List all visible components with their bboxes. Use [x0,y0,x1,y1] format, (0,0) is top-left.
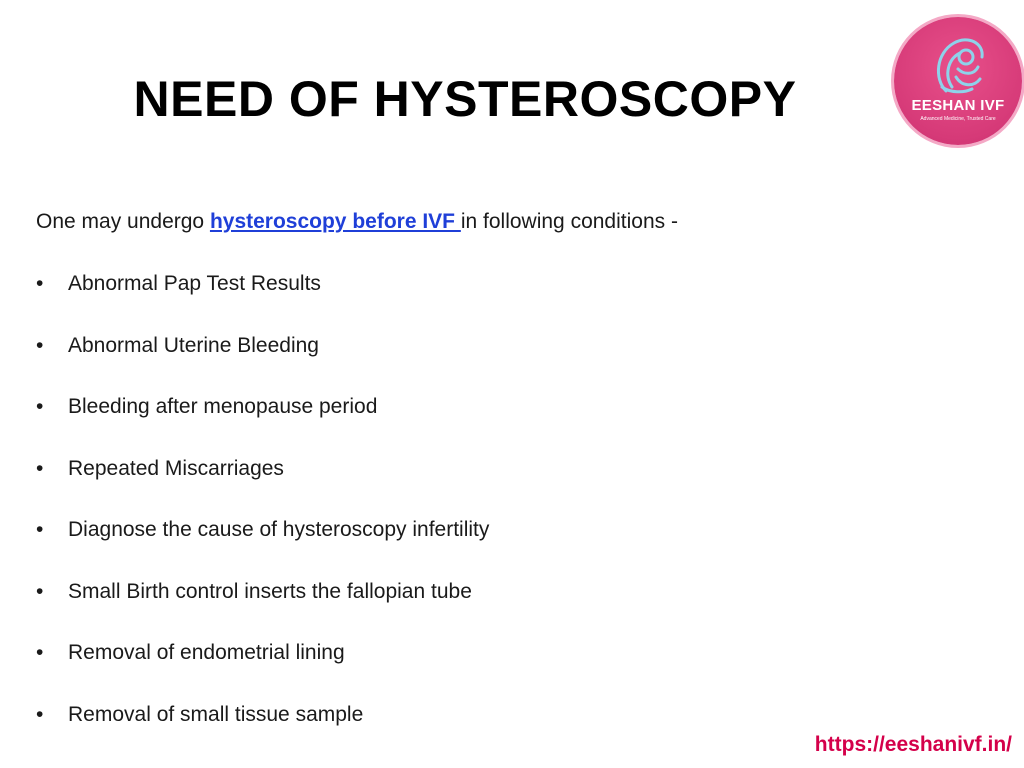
list-item-text: Removal of endometrial lining [68,641,345,664]
intro-text-before: One may undergo [36,210,210,233]
list-item-text: Abnormal Pap Test Results [68,272,321,295]
eeshan-ivf-logo [894,17,1022,145]
list-item-text: Small Birth control inserts the fallopian tube [68,579,472,603]
bullet-marker: • [36,272,44,295]
slide-title: NEED OF HYSTEROSCOPY [133,71,797,127]
logo-tagline: Advanced Medicine, Trusted Care [920,116,996,122]
list-item-text: Removal of small tissue sample [68,702,364,726]
list-item-text: Bleeding after menopause period [68,395,378,418]
bullet-marker: • [36,641,44,664]
logo-brand-name: EESHAN IVF [911,97,1005,114]
bullet-marker: • [36,333,44,357]
bullet-marker: • [36,702,44,726]
list-item-text: Repeated Miscarriages [68,456,284,480]
list-item-text: Diagnose the cause of hysteroscopy infertility [68,518,490,541]
hysteroscopy-before-ivf-link[interactable]: hysteroscopy before IVF [209,210,461,233]
bullet-marker: • [36,518,44,541]
bullet-marker: • [36,456,44,480]
bullet-marker: • [36,579,44,603]
footer-website-link[interactable]: https://eeshanivf.in/ [814,733,1012,756]
mother-child-icon [894,17,1022,145]
intro-sentence [36,210,678,234]
bullet-marker: • [36,395,44,418]
list-item-text: Abnormal Uterine Bleeding [68,333,319,357]
intro-text-after: in following conditions - [460,210,678,233]
